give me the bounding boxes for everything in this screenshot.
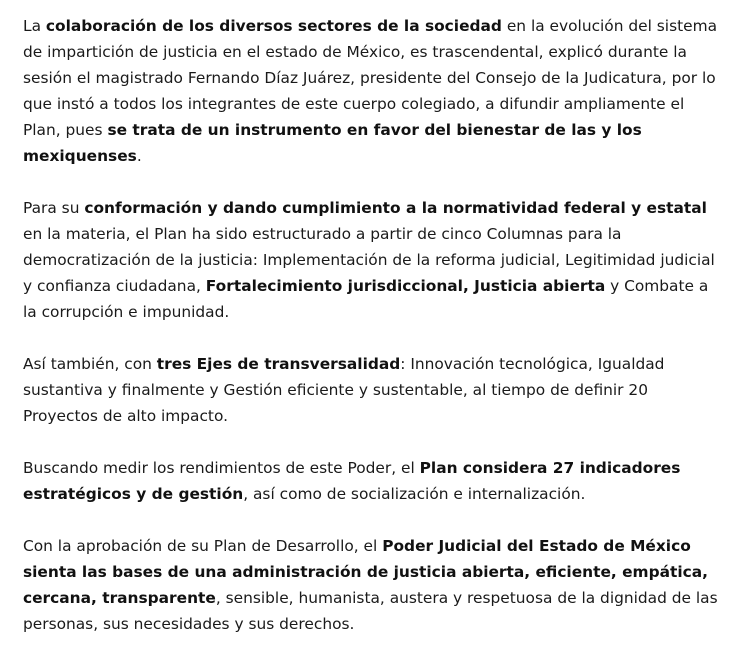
text-segment: .: [136, 147, 142, 165]
paragraph-3: [23, 351, 723, 429]
text-segment: en la evolución del sistema de impartición de justicia en el estado de México, es trascendental, explicó durante la sesión el magistrado Fernando Díaz Juárez, presidente del Consejo de la Judicatura, por lo que instó a todos los integrantes de este cuerpo colegiado, a difundir ampliamente el Plan, pues: [23, 17, 718, 139]
bold-segment: colaboración de los diversos sectores de la sociedad: [45, 17, 502, 35]
bold-segment: Poder Judicial del Estado de México sienta las bases de una administración de justicia abierta, eficiente, empática, cercana, transparente: [23, 537, 708, 607]
text-segment: y Combate a la corrupción e impunidad.: [23, 277, 709, 321]
text-segment: Buscando medir los rendimientos de este Poder, el: [23, 459, 420, 477]
bold-segment: conformación y dando cumplimiento a la normatividad federal y estatal: [84, 199, 707, 217]
text-segment: en la materia, el Plan ha sido estructurado a partir de cinco Columnas para la democratización de la justicia: Implementación de la reforma judicial, Legitimidad judicial y confianza ciudadana,: [23, 225, 715, 295]
text-segment: , así como de socialización e internalización.: [243, 485, 586, 503]
text-segment: , sensible, humanista, austera y respetuosa de la dignidad de las personas, sus necesidades y sus derechos.: [23, 589, 718, 633]
bold-segment: Plan considera 27 indicadores estratégicos y de gestión: [23, 459, 681, 503]
article-body: [23, 13, 723, 663]
paragraph-1: [23, 13, 723, 169]
paragraph-2: [23, 195, 723, 325]
bold-segment: tres Ejes de transversalidad: [156, 355, 401, 373]
text-segment: Con la aprobación de su Plan de Desarrollo, el: [23, 537, 383, 555]
text-segment: Así también, con: [23, 355, 157, 373]
text-segment: La: [23, 17, 46, 35]
bold-segment: se trata de un instrumento en favor del bienestar de las y los mexiquenses: [23, 121, 642, 165]
paragraph-4: [23, 455, 723, 507]
bold-segment: Fortalecimiento jurisdiccional, Justicia abierta: [205, 277, 606, 295]
text-segment: : Innovación tecnológica, Igualdad sustantiva y finalmente y Gestión eficiente y sustentable, al tiempo de definir 20 Proyectos de alto impacto.: [23, 355, 665, 425]
text-segment: Para su: [23, 199, 85, 217]
paragraph-5: [23, 533, 723, 637]
